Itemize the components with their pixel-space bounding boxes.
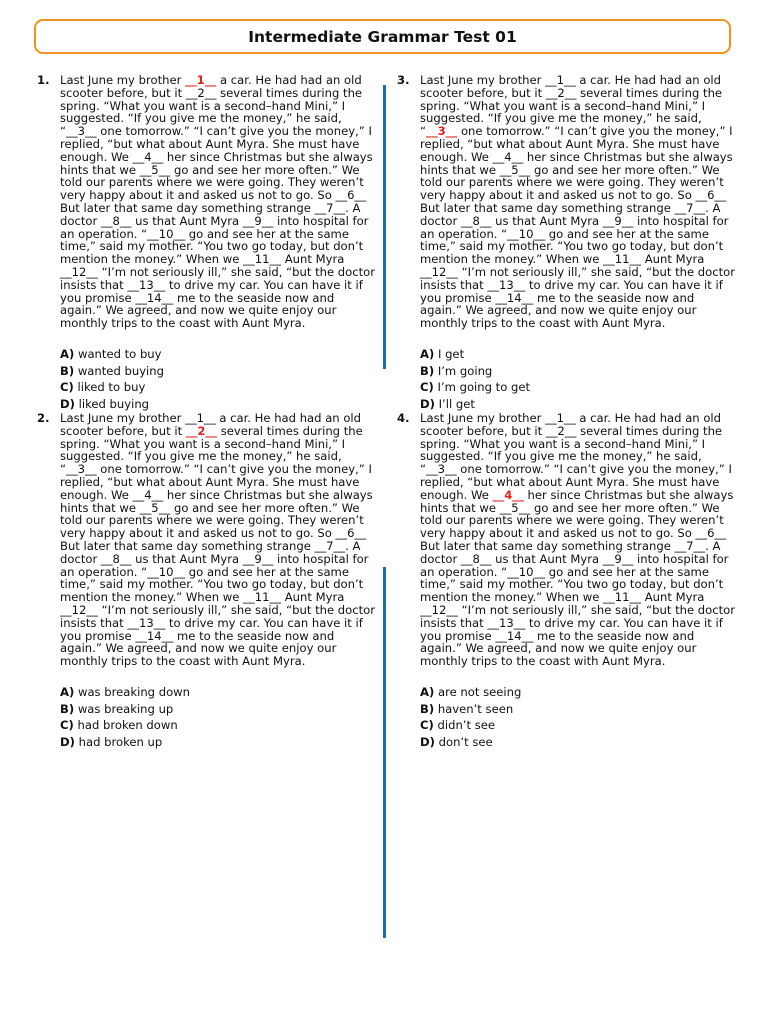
question-passage: Last June my brother __1__ a car. He had had an old scooter before, but it __2__ several times during the spring. “What you want is a second–hand Mini,” I suggested. “If you give me the money,” he said, “__3__ one tomorrow.” “I can’t give you the money,” I replied, “but what about Aunt Myra. She must have enough. We __4__ her since Christmas but she always hints that we __5__ go and see her more often.” We told our parents where we were going. They weren’t very happy about it and asked us not to go. So __6__ But later that same day something strange __7__. A doctor __8__ us that Aunt Myra __9__ into hospital for an operation. “__10__ go and see her at the same time,” said my mother. “You two go today, but don’t mention the money.” When we __11__ Aunt Myra __12__ “I’m not seriously ill,” she said, “but the doctor insists that __13__ to drive my car. You can have it if you promise __14__ me to the seaside now and again.” We agreed, and now we quite enjoy our monthly trips to the coast with Aunt Myra.	[420, 73, 736, 331]
option-a[interactable]: A) wanted to buy	[60, 347, 162, 362]
option-d[interactable]: D) don’t see	[420, 734, 493, 749]
question-2	[37, 411, 378, 750]
option-a[interactable]: A) I get	[420, 347, 465, 362]
option-c[interactable]: C) didn’t see	[420, 718, 496, 733]
option-d[interactable]: D) had broken up	[60, 734, 163, 749]
page-title: Intermediate Grammar Test 01	[248, 27, 517, 46]
question-3	[397, 73, 738, 412]
blank-highlight: __1__	[185, 73, 217, 87]
question-passage: Last June my brother __1__ a car. He had had an old scooter before, but it __2__ several times during the spring. “What you want is a second–hand Mini,” I suggested. “If you give me the money,” he said, “__3__ one tomorrow.” “I can’t give you the money,” I replied, “but what about Aunt Myra. She must have enough. We __4__ her since Christmas but she always hints that we __5__ go and see her more often.” We told our parents where we were going. They weren’t very happy about it and asked us not to go. So __6__ But later that same day something strange __7__. A doctor __8__ us that Aunt Myra __9__ into hospital for an operation. “__10__ go and see her at the same time,” said my mother. “You two go today, but don’t mention the money.” When we __11__ Aunt Myra __12__ “I’m not seriously ill,” she said, “but the doctor insists that __13__ to drive my car. You can have it if you promise __14__ me to the seaside now and again.” We agreed, and now we quite enjoy our monthly trips to the coast with Aunt Myra.	[60, 411, 376, 669]
answer-options	[60, 684, 378, 750]
option-c[interactable]: C) had broken down	[60, 718, 178, 733]
blank-highlight: __4__	[492, 487, 524, 502]
option-a[interactable]: A) are not seeing	[420, 685, 522, 700]
option-d[interactable]: D) liked buying	[60, 396, 150, 411]
title-box	[34, 19, 731, 54]
question-1	[37, 73, 378, 412]
blank-highlight: __2__	[185, 423, 218, 438]
option-c[interactable]: C) I’m going to get	[420, 380, 531, 395]
option-d[interactable]: D) I’ll get	[420, 396, 475, 411]
answer-options	[420, 684, 738, 750]
option-b[interactable]: B) wanted buying	[60, 363, 164, 378]
column-divider-top	[383, 85, 386, 369]
option-a[interactable]: A) was breaking down	[60, 685, 191, 700]
column-divider-bottom	[383, 567, 386, 938]
question-passage: Last June my brother __1__ a car. He had had an old scooter before, but it __2__ several times during the spring. “What you want is a second–hand Mini,” I suggested. “If you give me the money,” he said, “__3__ one tomorrow.” “I can’t give you the money,” I replied, “but what about Aunt Myra. She must have enough. We __4__ her since Christmas but she always hints that we __5__ go and see her more often.” We told our parents where we were going. They weren’t very happy about it and asked us not to go. So __6__ But later that same day something strange __7__. A doctor __8__ us that Aunt Myra __9__ into hospital for an operation. “__10__ go and see her at the same time,” said my mother. “You two go today, but don’t mention the money.” When we __11__ Aunt Myra __12__ “I’m not seriously ill,” she said, “but the doctor insists that __13__ to drive my car. You can have it if you promise __14__ me to the seaside now and again.” We agreed, and now we quite enjoy our monthly trips to the coast with Aunt Myra.	[60, 73, 376, 331]
answer-options	[60, 346, 378, 412]
question-passage: Last June my brother __1__ a car. He had had an old scooter before, but it __2__ several times during the spring. “What you want is a second–hand Mini,” I suggested. “If you give me the money,” he said, “__3__ one tomorrow.” “I can’t give you the money,” I replied, “but what about Aunt Myra. She must have enough. We __4__ her since Christmas but she always hints that we __5__ go and see her more often.” We told our parents where we were going. They weren’t very happy about it and asked us not to go. So __6__ But later that same day something strange __7__. A doctor __8__ us that Aunt Myra __9__ into hospital for an operation. “__10__ go and see her at the same time,” said my mother. “You two go today, but don’t mention the money.” When we __11__ Aunt Myra __12__ “I’m not seriously ill,” she said, “but the doctor insists that __13__ to drive my car. You can have it if you promise __14__ me to the seaside now and again.” We agreed, and now we quite enjoy our monthly trips to the coast with Aunt Myra.	[420, 411, 736, 669]
option-b[interactable]: B) was breaking up	[60, 701, 174, 716]
question-number: 2.	[37, 411, 50, 425]
question-number: 3.	[397, 73, 410, 87]
question-number: 4.	[397, 411, 410, 425]
blank-highlight: __3__	[426, 124, 458, 139]
question-number: 1.	[37, 73, 50, 87]
option-b[interactable]: B) I’m going	[420, 363, 493, 378]
option-b[interactable]: B) haven’t seen	[420, 701, 514, 716]
option-c[interactable]: C) liked to buy	[60, 380, 146, 395]
answer-options	[420, 346, 738, 412]
question-4	[397, 411, 738, 750]
